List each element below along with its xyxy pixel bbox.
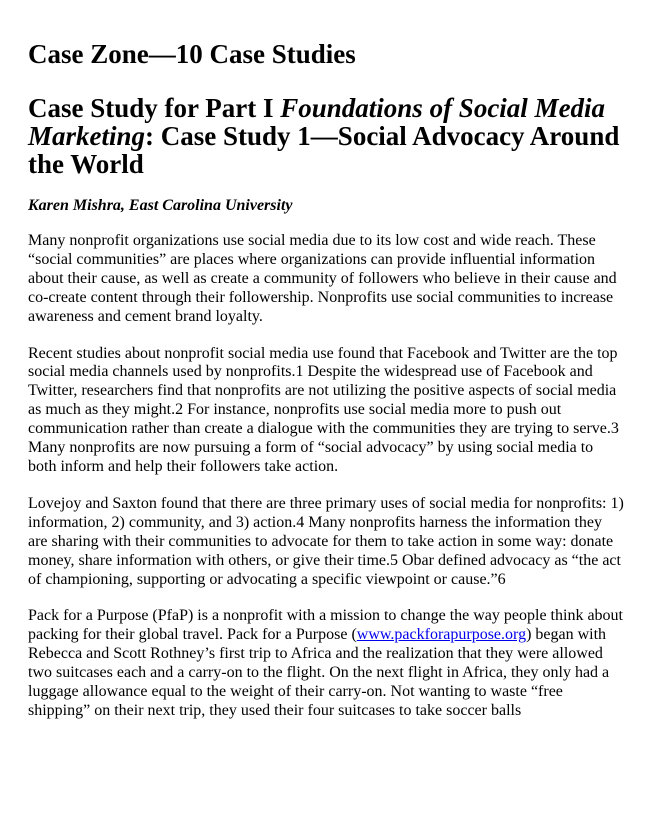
- case-title-part1: Case Study for Part I: [28, 93, 281, 123]
- paragraph-2: Recent studies about nonprofit social media use found that Facebook and Twitter are the top social media channels used by nonprofits.1 Despite the widespread use of Facebook and Twitter, researchers find that nonprofits are not utilizing the positive aspects of social media as much as they might.2 For instance, nonprofits use social media more to push out communication rather than create a dialogue with the communities they are trying to serve.3 Many nonprofits are now pursuing a form of “social advocacy” by using social media to both inform and help their followers take action.: [28, 344, 619, 475]
- case-title-part2: : Case Study 1—Social Advocacy Around the World: [28, 121, 620, 179]
- paragraph-4-start: Pack for a Purpose (PfaP) is a nonprofit with a mission to change the way people think about packing for their global travel. Pack for a Purpose (: [28, 607, 623, 644]
- author-byline: Karen Mishra, East Carolina University: [28, 197, 293, 214]
- paragraph-4-end: ) began with Rebecca and Scott Rothney’s first trip to Africa and the realization that they were allowed two suitcases each and a carry-on to the flight. On the next flight in Africa, they only had a luggage allowance equal to the weight of their carry-on. Not wanting to waste “free shipping” on their next trip, they used their four suitcases to take soccer balls: [28, 626, 610, 719]
- case-title-italic: Foundations of Social Media Marketing: [28, 93, 606, 151]
- pack-for-a-purpose-link[interactable]: www.packforapurpose.org: [356, 626, 527, 644]
- paragraph-4: [28, 607, 624, 720]
- section-title: Case Zone—10 Case Studies: [28, 39, 356, 69]
- paragraph-1: Many nonprofit organizations use social media due to its low cost and wide reach. These “social communities” are places where organizations can provide influential information about their cause, as well as create a community of followers who believe in their cause and co-create content through their followership. Nonprofits use social communities to increase awareness and cement brand loyalty.: [28, 232, 617, 325]
- paragraph-3: Lovejoy and Saxton found that there are three primary uses of social media for nonprofits: 1) information, 2) community, and 3) action.4 Many nonprofits harness the information they are sharing with their communities to advocate for them to take action in some way: donate money, share information with others, or give their time.5 Obar defined advocacy as “the act of championing, supporting or advocating a specific viewpoint or cause.”6: [28, 494, 624, 588]
- case-study-title: [28, 94, 624, 178]
